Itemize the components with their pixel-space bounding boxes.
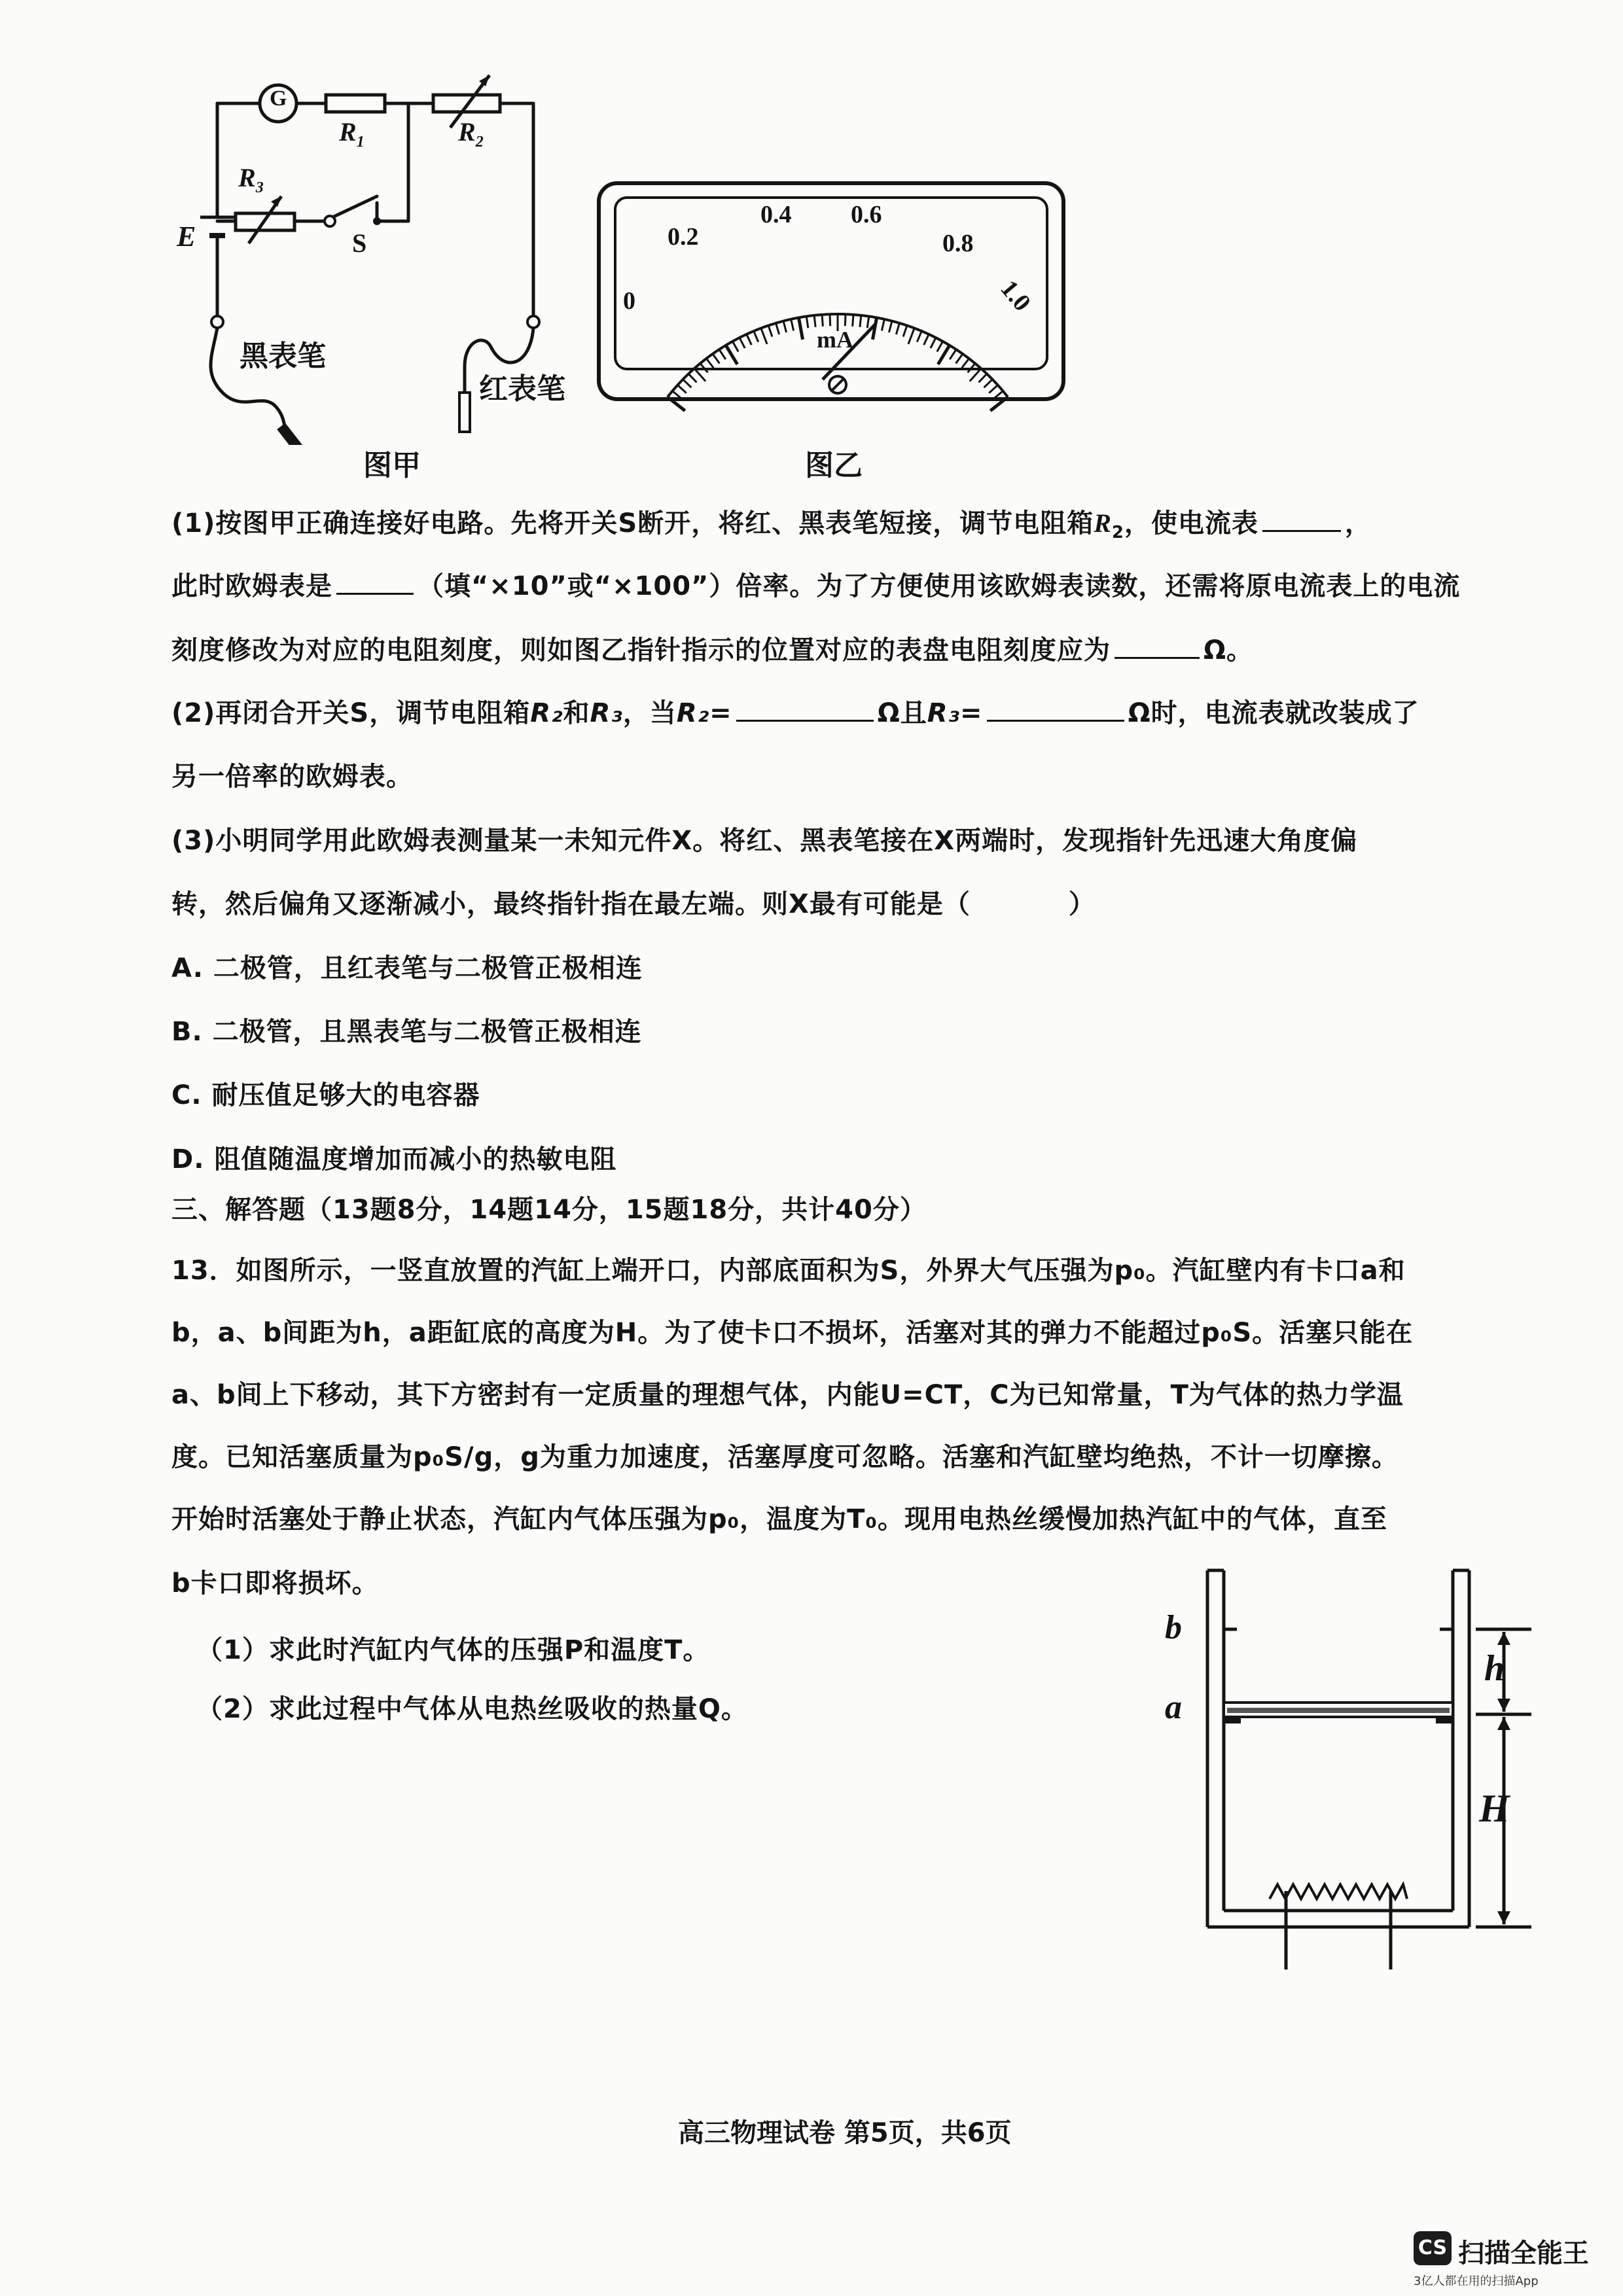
- meter-tick: [984, 380, 993, 388]
- heater-coil: [1270, 1884, 1407, 1899]
- meter-tick: [845, 314, 846, 326]
- q13-line6: b卡口即将损坏。: [171, 1568, 379, 1598]
- meter-unit-label: mA: [817, 327, 853, 353]
- red-probe-label: 红表笔: [479, 372, 565, 406]
- q12-part3-line2: 转，然后偏角又逐渐减小，最终指针指在最左端。则X最有可能是（ ）: [171, 889, 1096, 919]
- r3-label: $R_3$: [238, 163, 264, 196]
- red-probe-tip: [459, 393, 470, 432]
- galvanometer-label: G: [270, 86, 287, 111]
- switch-label: S: [352, 228, 367, 258]
- meter-tick-label-0: 0: [623, 287, 635, 315]
- switch-contact-right: [373, 217, 381, 225]
- meter-tick: [937, 342, 943, 352]
- meter-tick: [962, 359, 969, 368]
- meter-tick: [683, 380, 692, 388]
- section3-heading: 三、解答题（13题8分，14题14分，15题18分，共计40分）: [171, 1195, 927, 1225]
- black-probe-label: 黑表笔: [240, 340, 326, 373]
- meter-tick-label-0.8: 0.8: [942, 230, 974, 257]
- meter-tick: [917, 331, 921, 342]
- meter-tick: [754, 331, 758, 342]
- meter-tick: [924, 334, 929, 345]
- meter-tick-label-0.6: 0.6: [851, 201, 882, 228]
- q12-option-b[interactable]: B. 二极管，且黑表笔与二极管正极相连: [171, 1017, 642, 1047]
- switch-contact-left: [325, 216, 335, 226]
- meter-tick: [677, 385, 686, 393]
- label-b: b: [1165, 1609, 1182, 1646]
- figure-jia-caption: 图甲: [363, 449, 421, 482]
- meter-tick: [694, 368, 705, 381]
- label-h: h: [1484, 1648, 1505, 1689]
- meter-tick: [732, 342, 738, 352]
- scanner-brand: 扫描全能王: [1458, 2238, 1589, 2269]
- q12-part1-line2: 此时欧姆表是 （填“×10”或“×100”）倍率。为了方便使用该欧姆表读数，还需将原电流表上的电流: [171, 571, 1461, 601]
- figure-meter-yi: [589, 177, 1073, 484]
- q12-part2-line1: (2)再闭合开关S，调节电阻箱R₂和R₃，当R₂= Ω且R₃= Ω时，电流表就改装成了: [171, 698, 1419, 728]
- meter-tick: [989, 385, 997, 393]
- q12-part3-line1: (3)小明同学用此欧姆表测量某一未知元件X。将红、黑表笔接在X两端时，发现指针先迅速大角度偏: [171, 826, 1358, 856]
- q13-line3: a、b间上下移动，其下方密封有一定质量的理想气体，内能U=CT，C为已知常量，T为气体的热力学温: [171, 1380, 1404, 1410]
- meter-tick: [768, 325, 772, 336]
- meter-tick-label-0.4: 0.4: [760, 201, 792, 228]
- meter-tick: [719, 349, 726, 359]
- meter-tick-label-1.0: 1.0: [995, 275, 1037, 317]
- meter-tick: [822, 315, 823, 327]
- meter-tick: [806, 316, 808, 328]
- meter-tick: [903, 325, 907, 336]
- meter-tick: [889, 321, 892, 332]
- scanner-slogan: 3亿人都在用的扫描App: [1414, 2274, 1539, 2288]
- label-H: H: [1479, 1787, 1510, 1830]
- meter-tick: [798, 317, 802, 339]
- meter-tick: [931, 338, 936, 348]
- meter-tick: [950, 349, 956, 359]
- figure-cylinder: [1165, 1564, 1558, 1969]
- q13-line5: 开始时活塞处于静止状态，汽缸内气体压强为p₀，温度为T₀。现用电热丝缓慢加热汽缸中的气体，直至: [171, 1504, 1387, 1534]
- answer-blank-multiplier[interactable]: [336, 571, 414, 595]
- q12-option-d[interactable]: D. 阻值随温度增加而减小的热敏电阻: [171, 1144, 617, 1174]
- black-probe-tip: [277, 423, 310, 445]
- meter-tick: [688, 374, 696, 382]
- r1-label: $R_1$: [339, 117, 365, 150]
- meter-tick: [867, 316, 869, 328]
- stop-a-left: [1224, 1717, 1241, 1723]
- answer-blank-r2[interactable]: [736, 698, 874, 722]
- meter-tick: [791, 319, 794, 331]
- resistor-r1: [326, 95, 385, 112]
- cylinder-diagram: [1165, 1564, 1558, 1969]
- answer-blank-current[interactable]: [1262, 508, 1341, 532]
- figure-yi-caption: 图乙: [805, 449, 863, 482]
- meter-tick: [956, 354, 963, 364]
- q12-option-a[interactable]: A. 二极管，且红表笔与二极管正极相连: [171, 953, 643, 983]
- terminal-left: [211, 316, 223, 328]
- meter-tick: [896, 323, 899, 334]
- page-footer: 高三物理试卷 第5页，共6页: [678, 2118, 1012, 2148]
- figure-circuit-jia: [177, 65, 596, 482]
- meter-tick: [882, 319, 884, 331]
- meter-tick: [747, 334, 752, 345]
- terminal-right: [527, 316, 539, 328]
- meter-tick: [740, 338, 745, 348]
- q13-subquestion-1: （1）求此时汽缸内气体的压强P和温度T。: [196, 1635, 710, 1665]
- q13-line4: 度。已知活塞质量为p₀S/g，g为重力加速度，活塞厚度可忽略。活塞和汽缸壁均绝热，不计一切摩擦。: [171, 1442, 1399, 1472]
- meter-tick: [908, 328, 914, 344]
- stop-a-right: [1436, 1717, 1453, 1723]
- scanner-badge: CS: [1414, 2231, 1452, 2265]
- q13-subquestion-2: （2）求此过程中气体从电热丝吸收的热量Q。: [196, 1694, 748, 1724]
- meter-tick: [978, 374, 986, 382]
- meter-tick: [814, 315, 815, 327]
- answer-blank-r3[interactable]: [987, 698, 1124, 722]
- q13-line2: b，a、b间距为h，a距缸底的高度为H。为了使卡口不损坏，活塞对其的弹力不能超过p₀S。活塞只能在: [171, 1318, 1414, 1348]
- meter-tick: [860, 315, 861, 327]
- meter-tick: [783, 321, 787, 332]
- meter-tick: [706, 359, 713, 368]
- label-a: a: [1165, 1689, 1182, 1726]
- q12-part2-line2: 另一倍率的欧姆表。: [171, 762, 413, 792]
- battery-label: E: [177, 221, 196, 253]
- q12-option-c[interactable]: C. 耐压值足够大的电容器: [171, 1080, 480, 1110]
- q12-part1-line3: 刻度修改为对应的电阻刻度，则如图乙指针指示的位置对应的表盘电阻刻度应为 Ω。: [171, 635, 1254, 665]
- r2-label: $R_2$: [458, 117, 484, 150]
- meter-tick-label-0.2: 0.2: [668, 223, 699, 251]
- meter-tick: [776, 323, 779, 334]
- meter-tick: [970, 368, 981, 381]
- answer-blank-resistance[interactable]: [1115, 635, 1200, 659]
- meter-tick: [713, 354, 719, 364]
- q13-line1: 13．如图所示，一竖直放置的汽缸上端开口，内部底面积为S，外界大气压强为p₀。汽缸壁内有卡口a和: [171, 1256, 1406, 1286]
- battery-symbol: [200, 217, 234, 265]
- q12-part1-line1: (1)按图甲正确连接好电路。先将开关S断开，将红、黑表笔短接，调节电阻箱$R_2$，使电流表 ，: [171, 508, 1372, 542]
- meter-tick: [761, 328, 767, 344]
